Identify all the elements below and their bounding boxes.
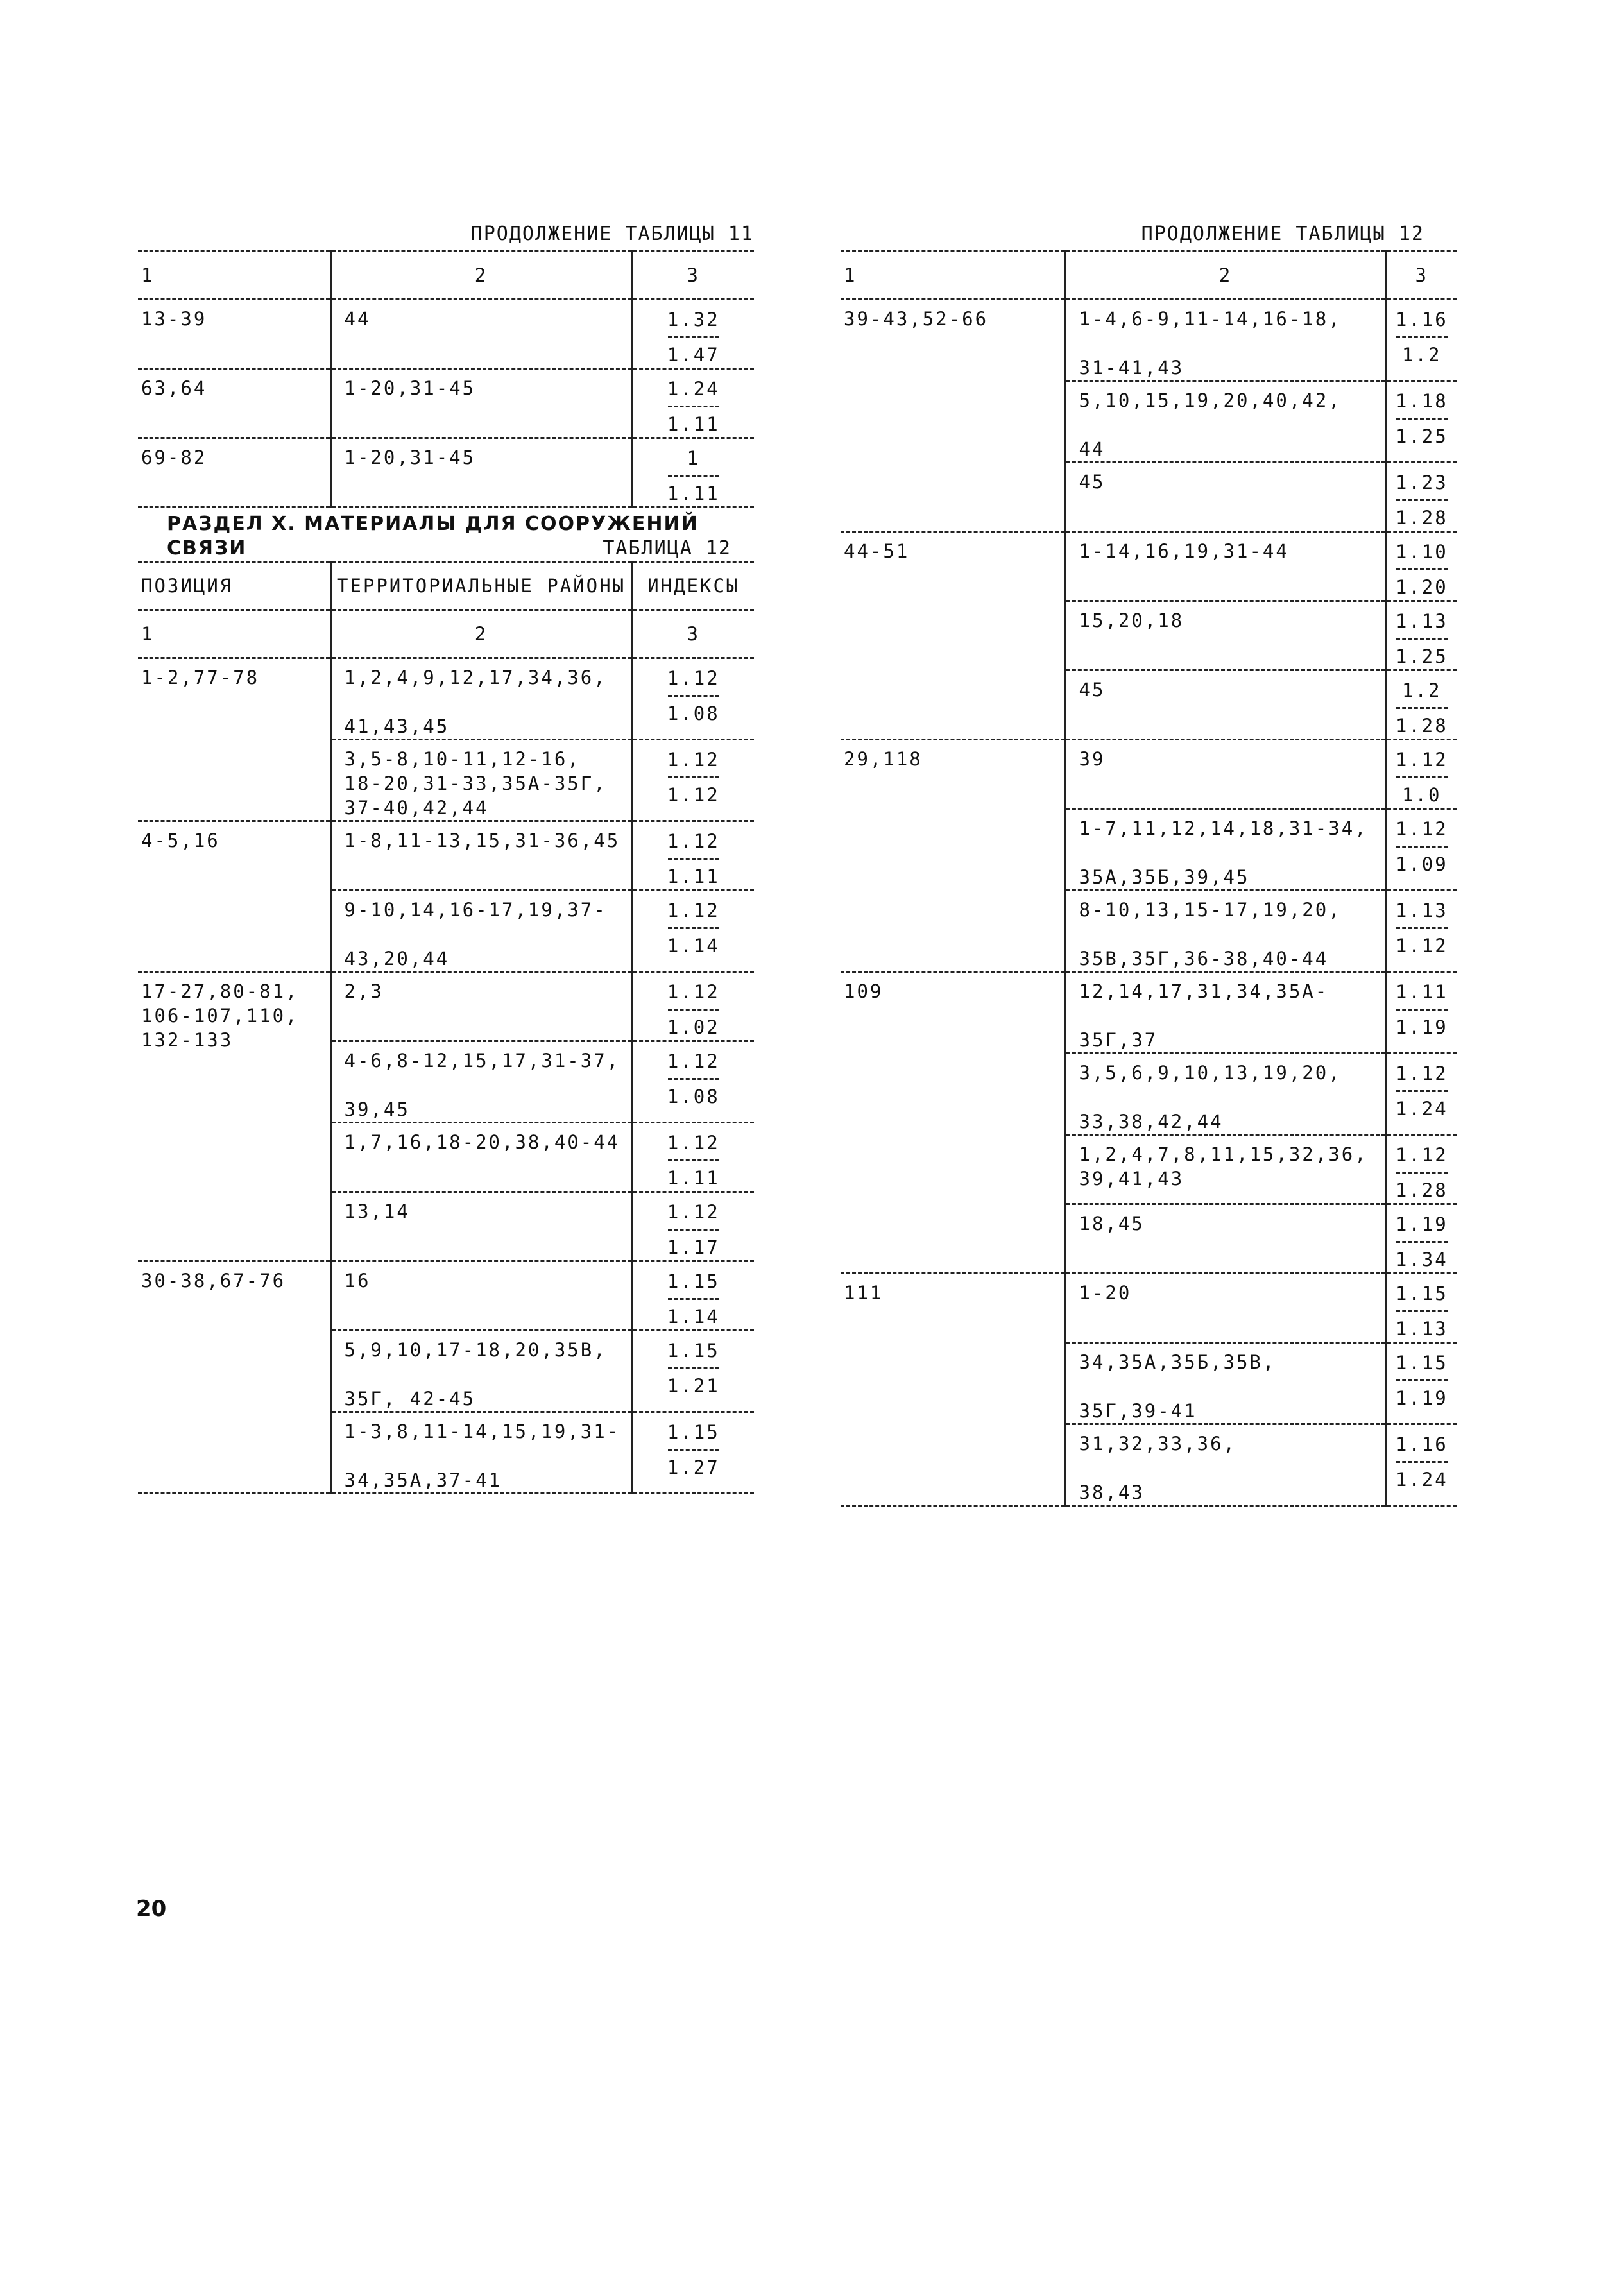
territory-districts: 1-20 <box>1079 1282 1132 1304</box>
position-cell: 17-27,80-81, 106-107,110, 132-133 <box>138 972 330 1261</box>
index-fraction <box>1396 898 1448 959</box>
territory-cell <box>330 1261 632 1331</box>
index-cell <box>1386 1343 1457 1424</box>
position-cell: 63,64 <box>138 369 330 438</box>
fraction-bar <box>668 858 719 860</box>
fraction-bar <box>1396 707 1448 709</box>
territory-cell <box>1065 1204 1386 1274</box>
table-12-header-position: ПОЗИЦИЯ <box>138 562 330 610</box>
table-12-continued-body <box>841 300 1457 1506</box>
table-row <box>841 740 1457 809</box>
territory-districts: 15,20,18 <box>1079 610 1184 631</box>
index-denominator: 1.13 <box>1395 1318 1448 1340</box>
index-fraction <box>667 445 720 506</box>
table-row <box>841 972 1457 1054</box>
index-numerator: 1.12 <box>667 830 720 852</box>
index-numerator: 1 <box>687 447 700 469</box>
index-cell <box>1386 1274 1457 1343</box>
fraction-bar <box>1396 1461 1448 1463</box>
index-fraction <box>667 376 720 437</box>
index-cell <box>632 1412 754 1494</box>
territory-districts: 1-20,31-45 <box>344 377 476 399</box>
position-cell: 39-43,52-66 <box>841 300 1065 532</box>
territory-districts: 16 <box>344 1270 371 1292</box>
index-denominator: 1.20 <box>1395 576 1448 598</box>
table-12-continued-header-row <box>841 252 1457 300</box>
territory-cell <box>1065 1054 1386 1135</box>
table-12-header-row <box>138 562 754 610</box>
territory-cell <box>1065 601 1386 670</box>
index-numerator: 1.10 <box>1395 541 1448 563</box>
territory-cell <box>330 369 632 438</box>
position-cell: 13-39 <box>138 300 330 369</box>
index-fraction <box>1396 470 1448 531</box>
territory-cell <box>330 300 632 369</box>
fraction-bar <box>668 1078 719 1080</box>
index-denominator: 1.19 <box>1395 1387 1448 1409</box>
territory-districts: 13,14 <box>344 1200 410 1222</box>
index-fraction <box>1396 307 1448 368</box>
index-numerator: 1.12 <box>1395 1144 1448 1166</box>
position-cell: 44-51 <box>841 532 1065 740</box>
index-denominator: 1.24 <box>1395 1098 1448 1120</box>
table-12-header-indexes: ИНДЕКСЫ <box>632 562 754 610</box>
index-cell <box>632 891 754 972</box>
fraction-bar <box>668 336 719 338</box>
index-fraction <box>667 1419 720 1480</box>
fraction-bar <box>1396 638 1448 640</box>
index-numerator: 1.12 <box>1395 818 1448 840</box>
index-numerator: 1.15 <box>1395 1283 1448 1304</box>
table-12-caption: ТАБЛИЦА 12 <box>603 537 731 559</box>
territory-districts: 31,32,33,36, 38,43 <box>1079 1433 1237 1503</box>
index-denominator: 1.17 <box>667 1236 720 1258</box>
table-row <box>138 1261 754 1331</box>
fraction-bar <box>668 695 719 697</box>
table-12-continuation-caption: ПРОДОЛЖЕНИЕ ТАБЛИЦЫ 12 <box>1141 223 1424 245</box>
table-12-col-number-3: 3 <box>632 610 754 658</box>
index-fraction <box>1396 1211 1448 1272</box>
territory-districts: 2,3 <box>344 980 384 1002</box>
index-cell <box>1386 1204 1457 1274</box>
territory-districts: 18,45 <box>1079 1213 1145 1234</box>
index-numerator: 1.12 <box>667 1132 720 1154</box>
table-11 <box>138 250 754 508</box>
index-cell <box>1386 670 1457 740</box>
index-fraction <box>667 665 720 726</box>
index-cell <box>1386 601 1457 670</box>
fraction-bar <box>1396 499 1448 501</box>
territory-cell <box>330 821 632 891</box>
index-fraction <box>1396 608 1448 669</box>
territory-districts: 1,2,4,9,12,17,34,36, 41,43,45 <box>344 667 607 737</box>
territory-districts: 8-10,13,15-17,19,20, 35В,35Г,36-38,40-44 <box>1079 899 1342 969</box>
territory-cell <box>1065 891 1386 972</box>
territory-cell <box>1065 463 1386 532</box>
territory-cell <box>1065 381 1386 463</box>
index-cell <box>632 1041 754 1123</box>
fraction-bar <box>1396 336 1448 338</box>
index-cell <box>1386 972 1457 1054</box>
index-fraction <box>667 898 720 959</box>
index-numerator: 1.13 <box>1395 610 1448 632</box>
territory-cell <box>1065 300 1386 381</box>
right-column <box>841 218 1448 1507</box>
index-fraction <box>667 747 720 808</box>
index-fraction <box>667 1199 720 1260</box>
fraction-bar <box>1396 1090 1448 1092</box>
index-cell <box>1386 463 1457 532</box>
fraction-bar <box>668 927 719 929</box>
index-numerator: 1.12 <box>667 1201 720 1223</box>
territory-cell <box>330 658 632 740</box>
index-cell <box>632 740 754 821</box>
index-cell <box>632 438 754 508</box>
table-12-header-territories: ТЕРРИТОРИАЛЬНЫЕ РАЙОНЫ <box>330 562 632 610</box>
position-cell: 30-38,67-76 <box>138 1261 330 1494</box>
territory-cell <box>330 740 632 821</box>
territory-cell <box>330 1041 632 1123</box>
territory-cell <box>1065 740 1386 809</box>
index-cell <box>632 972 754 1041</box>
index-denominator: 1.08 <box>667 703 720 724</box>
table-11-header-col-1: 1 <box>138 252 330 300</box>
table-12-col-number-1: 1 <box>138 610 330 658</box>
index-numerator: 1.13 <box>1395 900 1448 921</box>
index-numerator: 1.15 <box>1395 1352 1448 1374</box>
territory-cell <box>1065 532 1386 601</box>
territory-districts: 45 <box>1079 679 1106 701</box>
index-fraction <box>1396 1281 1448 1342</box>
index-cell <box>1386 740 1457 809</box>
table-11-header-row <box>138 252 754 300</box>
fraction-bar <box>668 776 719 778</box>
fraction-bar <box>1396 846 1448 848</box>
index-numerator: 1.12 <box>667 900 720 921</box>
territory-districts: 1-4,6-9,11-14,16-18, 31-41,43 <box>1079 308 1342 379</box>
index-denominator: 1.12 <box>1395 935 1448 957</box>
fraction-bar <box>668 406 719 407</box>
table-12-continued-header-col-2: 2 <box>1065 252 1386 300</box>
index-numerator: 1.2 <box>1402 679 1442 701</box>
fraction-bar <box>668 475 719 477</box>
index-denominator: 1.19 <box>1395 1016 1448 1038</box>
fraction-bar <box>668 1229 719 1231</box>
table-row <box>138 821 754 891</box>
territory-districts: 1-20,31-45 <box>344 447 476 468</box>
index-denominator: 1.09 <box>1395 853 1448 875</box>
index-cell <box>632 1123 754 1192</box>
index-denominator: 1.11 <box>667 483 720 504</box>
territory-cell <box>330 1123 632 1192</box>
fraction-bar <box>668 1449 719 1451</box>
position-cell: 29,118 <box>841 740 1065 972</box>
fraction-bar <box>668 1367 719 1369</box>
fraction-bar <box>1396 1379 1448 1381</box>
index-fraction <box>667 828 720 889</box>
territory-cell <box>1065 809 1386 891</box>
index-numerator: 1.23 <box>1395 472 1448 493</box>
territory-districts: 1-7,11,12,14,18,31-34, 35А,35Б,39,45 <box>1079 817 1368 888</box>
index-fraction <box>667 1338 720 1399</box>
territory-cell <box>330 972 632 1041</box>
index-numerator: 1.15 <box>667 1270 720 1292</box>
index-fraction <box>667 979 720 1040</box>
position-cell: 4-5,16 <box>138 821 330 972</box>
index-numerator: 1.12 <box>667 1050 720 1072</box>
fraction-bar <box>1396 1310 1448 1312</box>
fraction-bar <box>1396 568 1448 570</box>
index-fraction <box>667 1130 720 1191</box>
index-numerator: 1.16 <box>1395 1433 1448 1455</box>
territory-cell <box>330 1412 632 1494</box>
territory-districts: 4-6,8-12,15,17,31-37, 39,45 <box>344 1050 620 1120</box>
index-numerator: 1.12 <box>667 667 720 689</box>
index-cell <box>632 1331 754 1412</box>
territory-districts: 44 <box>344 308 371 330</box>
index-numerator: 1.12 <box>1395 749 1448 771</box>
index-numerator: 1.15 <box>667 1340 720 1362</box>
index-cell <box>1386 891 1457 972</box>
fraction-bar <box>668 1159 719 1161</box>
table-12-col-number-2: 2 <box>330 610 632 658</box>
index-denominator: 1.47 <box>667 344 720 366</box>
index-denominator: 1.11 <box>667 413 720 435</box>
table-12-continued-header-col-1: 1 <box>841 252 1065 300</box>
index-denominator: 1.0 <box>1402 784 1442 806</box>
table-row <box>138 658 754 740</box>
table-12-continued-header-col-3: 3 <box>1386 252 1457 300</box>
territory-districts: 1-3,8,11-14,15,19,31- 34,35А,37-41 <box>344 1421 620 1491</box>
fraction-bar <box>1396 1172 1448 1174</box>
index-fraction <box>1396 816 1448 877</box>
territory-districts: 1-14,16,19,31-44 <box>1079 540 1289 562</box>
position-cell: 109 <box>841 972 1065 1274</box>
index-denominator: 1.12 <box>667 784 720 806</box>
table-row <box>138 438 754 508</box>
table-11-body <box>138 300 754 508</box>
index-cell <box>1386 1135 1457 1204</box>
index-denominator: 1.28 <box>1395 715 1448 737</box>
index-fraction <box>1396 979 1448 1040</box>
index-cell <box>1386 300 1457 381</box>
territory-districts: 3,5-8,10-11,12-16, 18-20,31-33,35А-35Г, 37-40,42,44 <box>344 748 607 819</box>
territory-districts: 45 <box>1079 471 1106 493</box>
index-cell <box>632 300 754 369</box>
index-denominator: 1.21 <box>667 1375 720 1397</box>
fraction-bar <box>1396 1009 1448 1011</box>
index-fraction <box>1396 747 1448 808</box>
index-fraction <box>1396 539 1448 600</box>
table-row <box>841 532 1457 601</box>
territory-districts: 3,5,6,9,10,13,19,20, 33,38,42,44 <box>1079 1062 1342 1132</box>
index-denominator: 1.34 <box>1395 1249 1448 1270</box>
index-cell <box>1386 532 1457 601</box>
table-12-column-numbers-row <box>138 610 754 658</box>
index-numerator: 1.15 <box>667 1421 720 1443</box>
index-denominator: 1.11 <box>667 866 720 887</box>
index-denominator: 1.14 <box>667 935 720 957</box>
index-numerator: 1.12 <box>667 749 720 771</box>
index-denominator: 1.08 <box>667 1086 720 1107</box>
territory-cell <box>1065 972 1386 1054</box>
fraction-bar <box>668 1298 719 1300</box>
table-12-body <box>138 658 754 1494</box>
territory-districts: 1-8,11-13,15,31-36,45 <box>344 830 620 851</box>
index-denominator: 1.24 <box>1395 1469 1448 1490</box>
territory-districts: 39 <box>1079 748 1106 770</box>
table-row <box>841 300 1457 381</box>
index-numerator: 1.19 <box>1395 1213 1448 1235</box>
table-row <box>841 1274 1457 1343</box>
index-denominator: 1.28 <box>1395 1179 1448 1201</box>
index-denominator: 1.25 <box>1395 425 1448 447</box>
territory-districts: 9-10,14,16-17,19,37- 43,20,44 <box>344 899 607 969</box>
fraction-bar <box>1396 1241 1448 1243</box>
index-fraction <box>667 1048 720 1109</box>
index-denominator: 1.27 <box>667 1456 720 1478</box>
section-title: РАЗДЕЛ X. МАТЕРИАЛЫ ДЛЯ СООРУЖЕНИЙ СВЯЗИ <box>167 513 699 559</box>
territory-cell <box>1065 1343 1386 1424</box>
fraction-bar <box>1396 927 1448 929</box>
territory-cell <box>1065 670 1386 740</box>
index-cell <box>1386 809 1457 891</box>
table-row <box>138 972 754 1041</box>
table-row <box>138 369 754 438</box>
table-row <box>138 300 754 369</box>
index-fraction <box>667 1268 720 1329</box>
territory-districts: 5,10,15,19,20,40,42, 44 <box>1079 389 1342 460</box>
fraction-bar <box>668 1009 719 1011</box>
index-fraction <box>1396 1431 1448 1492</box>
index-numerator: 1.24 <box>667 378 720 400</box>
index-denominator: 1.28 <box>1395 507 1448 529</box>
page-number: 20 <box>136 1896 167 1922</box>
table-11-header-col-2: 2 <box>330 252 632 300</box>
index-cell <box>1386 1054 1457 1135</box>
index-cell <box>1386 1424 1457 1506</box>
index-numerator: 1.16 <box>1395 309 1448 330</box>
table-11-continuation-caption: ПРОДОЛЖЕНИЕ ТАБЛИЦЫ 11 <box>470 223 754 245</box>
table-12-continued <box>841 250 1457 1507</box>
index-numerator: 1.11 <box>1395 981 1448 1003</box>
position-cell: 1-2,77-78 <box>138 658 330 821</box>
territory-districts: 12,14,17,31,34,35А- 35Г,37 <box>1079 980 1329 1051</box>
index-cell <box>632 658 754 740</box>
index-cell <box>632 1192 754 1261</box>
index-cell <box>632 369 754 438</box>
index-denominator: 1.2 <box>1402 344 1442 366</box>
territory-cell <box>330 1331 632 1412</box>
territory-cell <box>1065 1135 1386 1204</box>
position-cell: 111 <box>841 1274 1065 1506</box>
index-fraction <box>667 307 720 368</box>
index-denominator: 1.25 <box>1395 645 1448 667</box>
index-fraction <box>1396 388 1448 449</box>
territory-districts: 5,9,10,17-18,20,35В, 35Г, 42-45 <box>344 1339 607 1410</box>
territory-districts: 34,35А,35Б,35В, 35Г,39-41 <box>1079 1351 1276 1422</box>
territory-cell <box>1065 1274 1386 1343</box>
index-numerator: 1.12 <box>667 981 720 1003</box>
index-denominator: 1.14 <box>667 1306 720 1328</box>
territory-districts: 1,7,16,18-20,38,40-44 <box>344 1131 620 1153</box>
position-cell: 69-82 <box>138 438 330 508</box>
left-column <box>138 218 754 1494</box>
territory-cell <box>330 891 632 972</box>
index-denominator: 1.11 <box>667 1167 720 1189</box>
index-fraction <box>1396 678 1448 739</box>
table-12 <box>138 561 754 1494</box>
index-cell <box>1386 381 1457 463</box>
territory-districts: 1,2,4,7,8,11,15,32,36, 39,41,43 <box>1079 1143 1368 1190</box>
index-numerator: 1.32 <box>667 309 720 330</box>
index-numerator: 1.12 <box>1395 1063 1448 1084</box>
territory-cell <box>330 1192 632 1261</box>
index-fraction <box>1396 1350 1448 1411</box>
fraction-bar <box>1396 418 1448 420</box>
index-fraction <box>1396 1142 1448 1203</box>
fraction-bar <box>1396 776 1448 778</box>
territory-cell <box>330 438 632 508</box>
table-11-header-col-3: 3 <box>632 252 754 300</box>
index-fraction <box>1396 1061 1448 1122</box>
index-cell <box>632 821 754 891</box>
index-denominator: 1.02 <box>667 1016 720 1038</box>
index-numerator: 1.18 <box>1395 390 1448 412</box>
index-cell <box>632 1261 754 1331</box>
territory-cell <box>1065 1424 1386 1506</box>
